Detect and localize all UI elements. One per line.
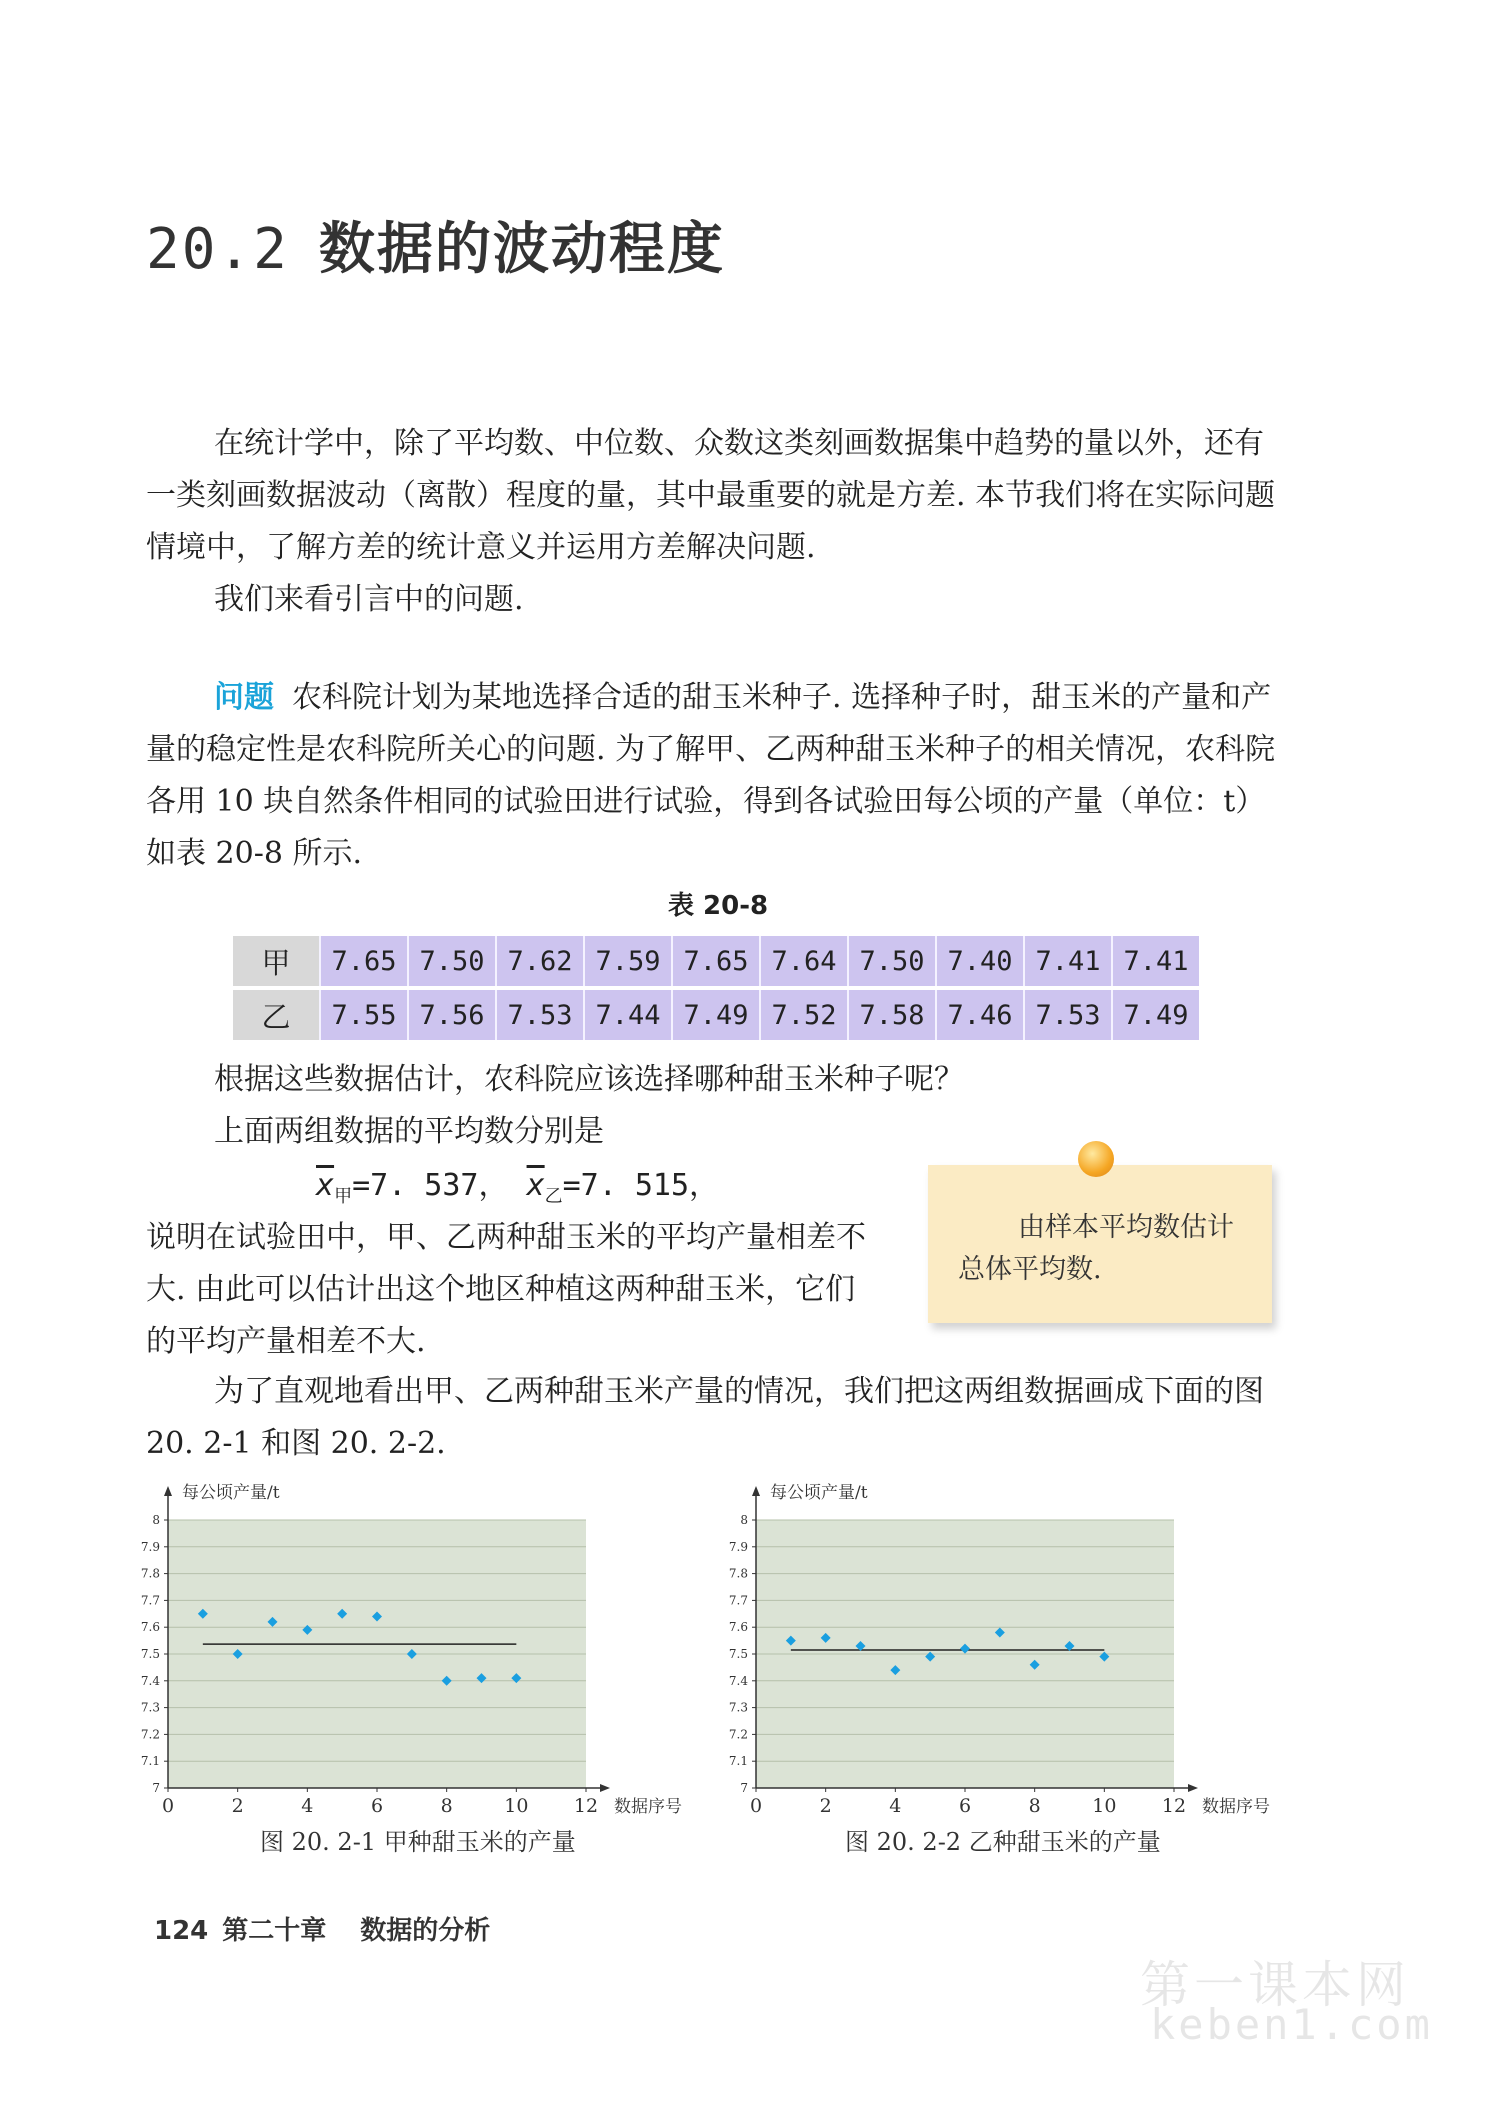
problem-text: 农科院计划为某地选择合适的甜玉米种子. 选择种子时，甜玉米的产量和产量的稳定性是农科院所关心的问题. 为了解甲、乙两种甜玉米种子的相关情况，农科院各用 10 块自然条件相同的试验田进行试验，得到各试验田每公顷的产量（单位：t）如表 20-8 所示. xyxy=(146,680,1276,871)
problem-label: 问题 xyxy=(214,680,274,715)
watermark-url: keben1.com xyxy=(1150,2000,1433,2049)
table-cell: 7.52 xyxy=(759,990,847,1040)
table-cell: 7.41 xyxy=(1111,936,1199,986)
chart-caption: 图 20. 2-1 甲种甜玉米的产量 xyxy=(260,1828,576,1856)
y-tick-label: 7.6 xyxy=(728,1620,748,1635)
section-number: 20.2 xyxy=(146,217,289,282)
yield-table xyxy=(233,932,1199,1044)
intro-paragraph: 在统计学中，除了平均数、中位数、众数这类刻画数据集中趋势的量以外，还有一类刻画数据波动（离散）程度的量，其中最重要的就是方差. 本节我们将在实际问题情境中，了解方差的统计意义并运用方差解决问题. xyxy=(146,426,1276,565)
y-tick-label: 7.4 xyxy=(140,1673,160,1688)
x-tick-label: 2 xyxy=(231,1795,244,1817)
y-tick-label: 7.3 xyxy=(140,1700,160,1715)
x-tick-label: 10 xyxy=(1092,1795,1117,1817)
question-text: 根据这些数据估计，农科院应该选择哪种甜玉米种子呢？ xyxy=(214,1062,964,1097)
y-axis-label: 每公顷产量/t xyxy=(770,1483,868,1503)
x-tick-label: 6 xyxy=(958,1795,972,1817)
y-tick-label: 7.7 xyxy=(140,1593,160,1608)
question-block xyxy=(146,1054,1276,1158)
y-tick-label: 7.6 xyxy=(140,1620,160,1635)
chart-jia xyxy=(120,1468,720,1848)
table-cell: 7.62 xyxy=(495,936,583,986)
question-text: 上面两组数据的平均数分别是 xyxy=(214,1114,604,1149)
table-row xyxy=(233,990,1199,1040)
intro-paragraph: 我们来看引言中的问题. xyxy=(214,582,524,617)
mean-subscript: 乙 xyxy=(544,1186,563,1207)
table-cell: 7.50 xyxy=(847,936,935,986)
table-cell: 7.49 xyxy=(1111,990,1199,1040)
y-axis-arrow xyxy=(164,1486,172,1496)
y-tick-label: 7.3 xyxy=(728,1700,748,1715)
x-tick-label: 12 xyxy=(1161,1795,1187,1817)
pin-icon xyxy=(1078,1141,1114,1177)
y-tick-label: 8 xyxy=(740,1513,748,1527)
y-tick-label: 8 xyxy=(152,1513,160,1527)
side-note xyxy=(928,1165,1272,1323)
x-tick-label: 10 xyxy=(504,1795,529,1817)
x-tick-label: 8 xyxy=(440,1795,453,1817)
intro-block xyxy=(146,418,1276,626)
y-tick-label: 7.9 xyxy=(728,1539,748,1554)
x-tick-label: 2 xyxy=(819,1795,832,1817)
y-axis-arrow xyxy=(752,1486,760,1496)
y-tick-label: 7.1 xyxy=(140,1754,160,1769)
table-row xyxy=(233,936,1199,986)
mean-symbol: $\overline{x}$ xyxy=(526,1168,545,1203)
table-cell: 7.64 xyxy=(759,936,847,986)
table-cell: 7.44 xyxy=(583,990,671,1040)
mean-subscript: 甲 xyxy=(334,1186,353,1207)
page-footer xyxy=(154,1910,504,1947)
watermark-text: 第一课本网 xyxy=(1140,1956,1410,2014)
table-cell: 7.50 xyxy=(407,936,495,986)
means-formula xyxy=(316,1160,719,1208)
x-axis-arrow xyxy=(1188,1784,1198,1792)
table-cell: 7.40 xyxy=(935,936,1023,986)
section-title xyxy=(146,205,725,285)
x-tick-label: 0 xyxy=(749,1795,763,1817)
row-label: 乙 xyxy=(233,990,319,1040)
mean-value: =7. 537， xyxy=(352,1168,509,1203)
lead-block xyxy=(146,1366,1276,1470)
mean-value: =7. 515， xyxy=(562,1168,720,1203)
y-tick-label: 7.9 xyxy=(140,1539,160,1554)
y-tick-label: 7 xyxy=(740,1781,748,1795)
page-number: 124 xyxy=(154,1916,209,1946)
x-tick-label: 6 xyxy=(370,1795,384,1817)
x-tick-label: 8 xyxy=(1028,1795,1041,1817)
x-axis-label: 数据序号 xyxy=(1202,1797,1270,1817)
chart-caption: 图 20. 2-2 乙种甜玉米的产量 xyxy=(845,1828,1161,1856)
y-tick-label: 7.4 xyxy=(728,1673,748,1688)
x-tick-label: 4 xyxy=(889,1795,902,1817)
section-heading: 数据的波动程度 xyxy=(318,217,725,282)
x-tick-label: 4 xyxy=(301,1795,314,1817)
y-tick-label: 7 xyxy=(152,1781,160,1795)
row-label: 甲 xyxy=(233,936,319,986)
x-axis-label: 数据序号 xyxy=(614,1797,682,1817)
table-cell: 7.65 xyxy=(671,936,759,986)
problem-block xyxy=(146,672,1276,880)
table-cell: 7.46 xyxy=(935,990,1023,1040)
y-tick-label: 7.2 xyxy=(140,1727,160,1742)
mean-symbol: $\overline{x}$ xyxy=(316,1168,335,1203)
table-cell: 7.59 xyxy=(583,936,671,986)
y-tick-label: 7.5 xyxy=(140,1647,160,1661)
y-tick-label: 7.2 xyxy=(728,1727,748,1742)
chapter-label: 第二十章 xyxy=(222,1916,327,1946)
table-cell: 7.53 xyxy=(495,990,583,1040)
table-caption: 表 20-8 xyxy=(668,891,769,921)
y-tick-label: 7.1 xyxy=(728,1754,748,1769)
chart-yi xyxy=(708,1468,1308,1848)
x-tick-label: 12 xyxy=(573,1795,599,1817)
explain-block xyxy=(146,1212,866,1368)
table-cell: 7.56 xyxy=(407,990,495,1040)
y-axis-label: 每公顷产量/t xyxy=(182,1483,280,1503)
y-tick-label: 7.7 xyxy=(728,1593,748,1608)
y-tick-label: 7.8 xyxy=(140,1566,160,1581)
lead-text: 为了直观地看出甲、乙两种甜玉米产量的情况，我们把这两组数据画成下面的图 20. 2-1 和图 20. 2-2. xyxy=(146,1374,1264,1461)
table-cell: 7.55 xyxy=(319,990,407,1040)
y-tick-label: 7.5 xyxy=(728,1647,748,1661)
table-cell: 7.53 xyxy=(1023,990,1111,1040)
table-cell: 7.65 xyxy=(319,936,407,986)
explain-text: 说明在试验田中，甲、乙两种甜玉米的平均产量相差不大. 由此可以估计出这个地区种植这两种甜玉米，它们的平均产量相差不大. xyxy=(146,1220,866,1359)
table-cell: 7.58 xyxy=(847,990,935,1040)
x-tick-label: 0 xyxy=(161,1795,175,1817)
table-cell: 7.41 xyxy=(1023,936,1111,986)
table-cell: 7.49 xyxy=(671,990,759,1040)
note-text: 由样本平均数估计总体平均数. xyxy=(958,1212,1234,1285)
y-tick-label: 7.8 xyxy=(728,1566,748,1581)
chapter-title: 数据的分析 xyxy=(360,1916,491,1946)
x-axis-arrow xyxy=(600,1784,610,1792)
